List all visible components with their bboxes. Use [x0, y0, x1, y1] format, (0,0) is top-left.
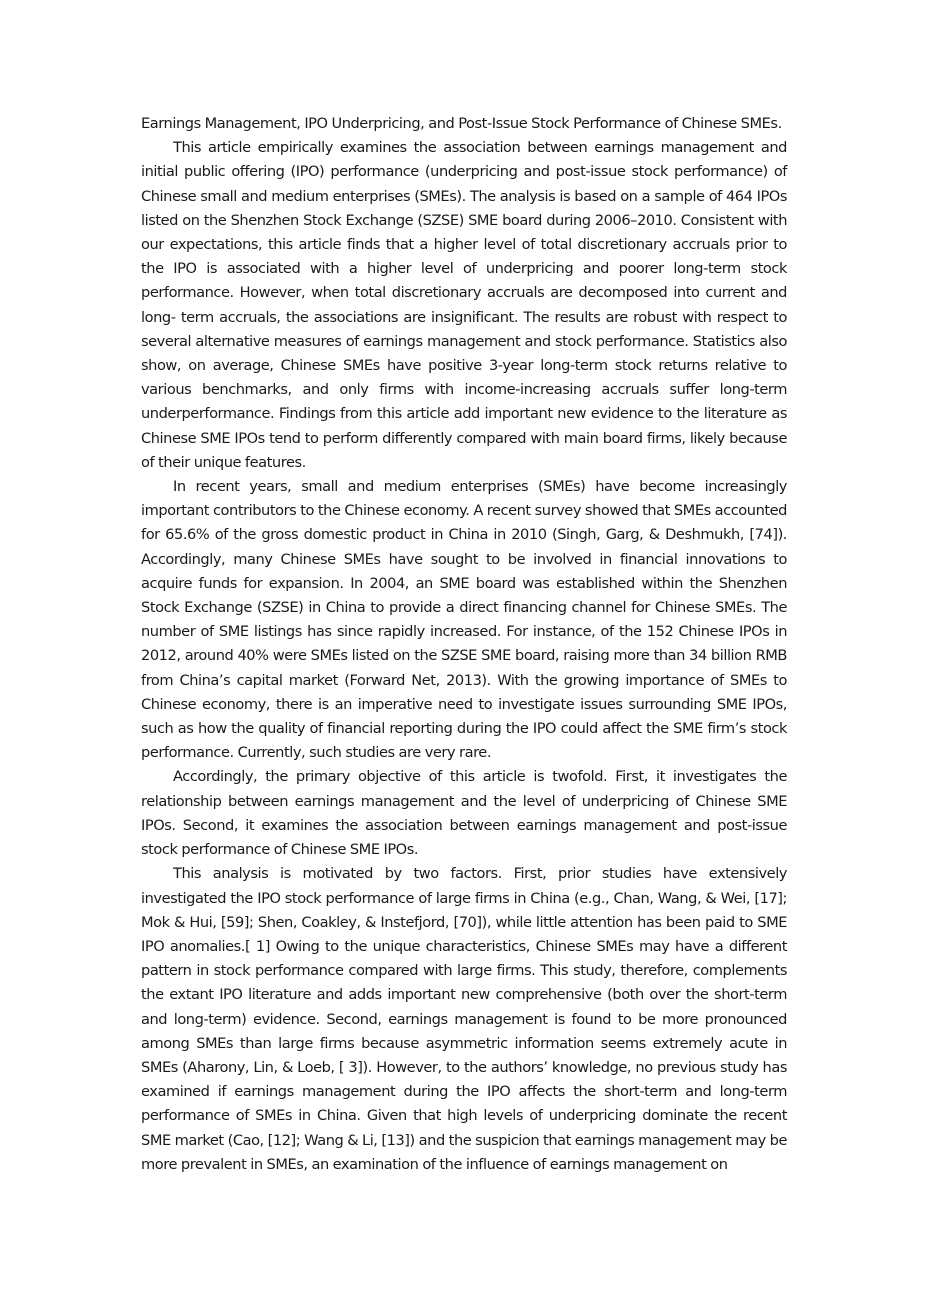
document-body [141, 112, 787, 1177]
paragraph-motivation: This analysis is motivated by two factors. First, prior studies have extensively investigated the IPO stock performance of large firms in China (e.g., Chan, Wang, & Wei, [17]; Mok & Hui, [59]; Shen, Coakley, & Instefjord, [70]), while little attention has been paid to SME IPO anomalies.[ 1] Owing to the unique characteristics, Chinese SMEs may have a different pattern in stock performance compared with large firms. This study, therefore, complements the extant IPO literature and adds important new comprehensive (both over the short-term and long-term) evidence. Second, earnings management is found to be more pronounced among SMEs than large firms because asymmetric information seems extremely acute in SMEs (Aharony, Lin, & Loeb, [ 3]). However, to the authors’ knowledge, no previous study has examined if earnings management during the IPO affects the short-term and long-term performance of SMEs in China. Given that high levels of underpricing dominate the recent SME market (Cao, [12]; Wang & Li, [13]) and the suspicion that earnings management may be more prevalent in SMEs, an examination of the influence of earnings management on [141, 865, 787, 1173]
paragraph-abstract: This article empirically examines the association between earnings management and initial public offering (IPO) performance (underpricing and post-issue stock performance) of Chinese small and medium enterprises (SMEs). The analysis is based on a sample of 464 IPOs listed on the Shenzhen Stock Exchange (SZSE) SME board during 2006–2010. Consistent with our expectations, this article finds that a higher level of total discretionary accruals prior to the IPO is associated with a higher level of underpricing and poorer long-term stock performance. However, when total discretionary accruals are decomposed into current and long- term accruals, the associations are insignificant. The results are robust with respect to several alternative measures of earnings management and stock performance. Statistics also show, on average, Chinese SMEs have positive 3-year long-term stock returns relative to various benchmarks, and only firms with income-increasing accruals suffer long-term underperformance. Findings from this article add important new evidence to the literature as Chinese SME IPOs tend to perform differently compared with main board firms, likely because of their unique features. [141, 139, 787, 471]
paragraph-background: In recent years, small and medium enterprises (SMEs) have become increasingly important contributors to the Chinese economy. A recent survey showed that SMEs accounted for 65.6% of the gross domestic product in China in 2010 (Singh, Garg, & Deshmukh, [74]). Accordingly, many Chinese SMEs have sought to be involved in financial innovations to acquire funds for expansion. In 2004, an SME board was established within the Shenzhen Stock Exchange (SZSE) in China to provide a direct financing channel for Chinese SMEs. The number of SME listings has since rapidly increased. For instance, of the 152 Chinese IPOs in 2012, around 40% were SMEs listed on the SZSE SME board, raising more than 34 billion RMB from China’s capital market (Forward Net, 2013). With the growing importance of SMEs to Chinese economy, there is an imperative need to investigate issues surrounding SME IPOs, such as how the quality of financial reporting during the IPO could affect the SME firm’s stock performance. Currently, such studies are very rare. [141, 478, 787, 762]
paragraph-objective: Accordingly, the primary objective of this article is twofold. First, it investigates the relationship between earnings management and the level of underpricing of Chinese SME IPOs. Second, it examines the association between earnings management and post-issue stock performance of Chinese SME IPOs. [141, 768, 787, 859]
document-title: Earnings Management, IPO Underpricing, and Post-Issue Stock Performance of Chinese SMEs. [141, 115, 782, 132]
